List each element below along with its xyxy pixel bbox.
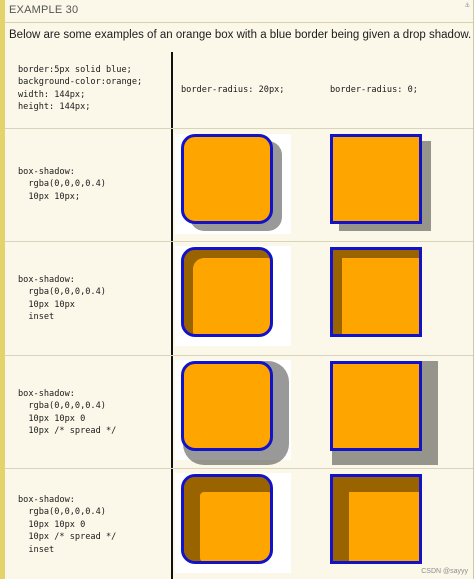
row-divider bbox=[5, 355, 473, 356]
orange-box-rounded bbox=[181, 361, 273, 451]
row-label-shadow: box-shadow: rgba(0,0,0,0.4) 10px 10px; bbox=[18, 167, 106, 202]
orange-box-square bbox=[330, 247, 422, 337]
row-divider bbox=[5, 128, 473, 129]
anchor-link-icon[interactable]: ⚓ bbox=[464, 2, 470, 9]
orange-box-square bbox=[330, 361, 422, 451]
row-label-inset: box-shadow: rgba(0,0,0,0.4) 10px 10px inset bbox=[18, 275, 106, 323]
column-header-radius-0: border-radius: 0; bbox=[330, 85, 418, 95]
row-label-spread: box-shadow: rgba(0,0,0,0.4) 10px 10px 0 10px /* spread */ bbox=[18, 389, 117, 437]
column-divider bbox=[171, 52, 173, 579]
orange-box-rounded bbox=[181, 247, 273, 337]
shadow-examples-table bbox=[5, 52, 473, 579]
orange-box-rounded bbox=[181, 134, 273, 224]
base-style-code: border:5px solid blue; background-color:orange; width: 144px; height: 144px; bbox=[18, 65, 143, 113]
orange-box-rounded bbox=[181, 474, 273, 564]
column-header-radius-20: border-radius: 20px; bbox=[181, 85, 285, 95]
orange-box-square bbox=[330, 134, 422, 224]
row-label-spread-inset: box-shadow: rgba(0,0,0,0.4) 10px 10px 0 10px /* spread */ inset bbox=[18, 495, 117, 555]
row-divider bbox=[5, 241, 473, 242]
example-title: EXAMPLE 30 bbox=[9, 4, 79, 16]
row-divider bbox=[5, 468, 473, 469]
watermark: CSDN @sayyy bbox=[421, 568, 468, 575]
title-divider bbox=[5, 22, 473, 23]
orange-box-square bbox=[330, 474, 422, 564]
intro-text: Below are some examples of an orange box with a blue border being given a drop shadow. bbox=[9, 29, 472, 41]
